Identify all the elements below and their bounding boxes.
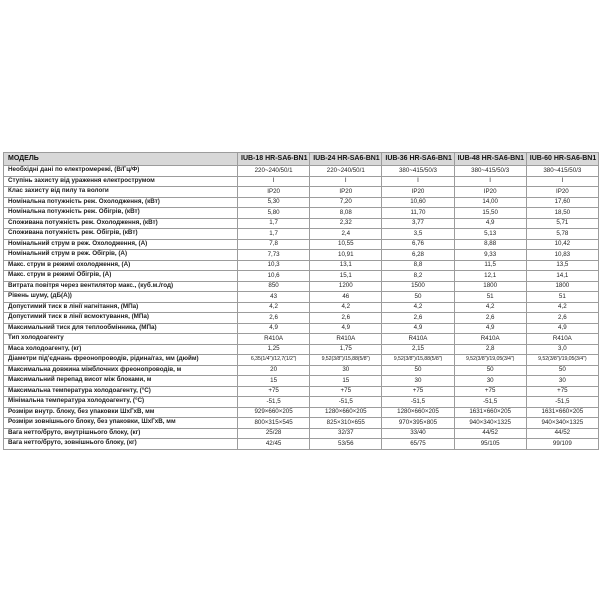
- value-cell: I: [310, 176, 382, 187]
- value-cell: 9,52(3/8")/19,05(3/4"): [454, 355, 526, 366]
- model-column-header: IUB-18 HR-SA6-BN1: [238, 153, 310, 166]
- value-cell: 8,8: [382, 260, 454, 271]
- value-cell: 50: [454, 365, 526, 376]
- value-cell: 3,5: [382, 229, 454, 240]
- model-column-header: IUB-48 HR-SA6-BN1: [454, 153, 526, 166]
- row-label-cell: Допустимий тиск в лінії нагнітання, (МПа): [4, 302, 238, 313]
- value-cell: -51,5: [526, 397, 598, 408]
- spec-row: [4, 355, 599, 366]
- row-label-cell: Номінальна потужність реж. Обігрів, (кВт): [4, 208, 238, 219]
- value-cell: 1631×660×205: [526, 407, 598, 418]
- value-cell: 95/105: [454, 439, 526, 450]
- spec-row: [4, 386, 599, 397]
- table-header-row: [4, 153, 599, 166]
- value-cell: R410A: [526, 334, 598, 345]
- spec-row: [4, 229, 599, 240]
- value-cell: 800×315×545: [238, 418, 310, 429]
- value-cell: -51,5: [238, 397, 310, 408]
- value-cell: I: [526, 176, 598, 187]
- value-cell: 42/45: [238, 439, 310, 450]
- spec-row: [4, 208, 599, 219]
- value-cell: 4,2: [238, 302, 310, 313]
- value-cell: +75: [526, 386, 598, 397]
- value-cell: 7,73: [238, 250, 310, 261]
- row-label-cell: Макс. струм в режимі охолодження, (А): [4, 260, 238, 271]
- value-cell: R410A: [454, 334, 526, 345]
- value-cell: 380~415/50/3: [526, 166, 598, 177]
- spec-row: [4, 281, 599, 292]
- spec-row: [4, 292, 599, 303]
- value-cell: I: [238, 176, 310, 187]
- row-label-cell: Клас захисту від пилу та вологи: [4, 187, 238, 198]
- value-cell: IP20: [238, 187, 310, 198]
- spec-row: [4, 439, 599, 450]
- value-cell: +75: [310, 386, 382, 397]
- value-cell: 5,13: [454, 229, 526, 240]
- value-cell: 65/75: [382, 439, 454, 450]
- value-cell: 50: [382, 292, 454, 303]
- value-cell: 3,0: [526, 344, 598, 355]
- value-cell: R410A: [238, 334, 310, 345]
- value-cell: 50: [382, 365, 454, 376]
- value-cell: 15: [310, 376, 382, 387]
- value-cell: 10,42: [526, 239, 598, 250]
- value-cell: 99/109: [526, 439, 598, 450]
- value-cell: +75: [454, 386, 526, 397]
- value-cell: 10,60: [382, 197, 454, 208]
- value-cell: 43: [238, 292, 310, 303]
- spec-row: [4, 187, 599, 198]
- value-cell: 2,6: [454, 313, 526, 324]
- value-cell: 30: [454, 376, 526, 387]
- value-cell: 11,5: [454, 260, 526, 271]
- value-cell: 4,9: [454, 323, 526, 334]
- value-cell: 10,91: [310, 250, 382, 261]
- value-cell: 10,55: [310, 239, 382, 250]
- value-cell: IP20: [454, 187, 526, 198]
- value-cell: 2,6: [310, 313, 382, 324]
- spec-row: [4, 250, 599, 261]
- value-cell: 8,2: [382, 271, 454, 282]
- value-cell: 4,2: [310, 302, 382, 313]
- value-cell: 970×395×805: [382, 418, 454, 429]
- value-cell: 940×340×1325: [454, 418, 526, 429]
- value-cell: 1631×660×205: [454, 407, 526, 418]
- value-cell: 6,28: [382, 250, 454, 261]
- value-cell: 50: [526, 365, 598, 376]
- row-label-cell: Маса холодоагенту, (кг): [4, 344, 238, 355]
- value-cell: 380~415/50/3: [382, 166, 454, 177]
- value-cell: 5,80: [238, 208, 310, 219]
- value-cell: R410A: [310, 334, 382, 345]
- spec-row: [4, 166, 599, 177]
- row-label-cell: Максимальний тиск для теплообмінника, (МПа): [4, 323, 238, 334]
- value-cell: 2,6: [382, 313, 454, 324]
- value-cell: 15: [238, 376, 310, 387]
- value-cell: 30: [382, 376, 454, 387]
- spec-row: [4, 313, 599, 324]
- row-label-cell: Вага нетто/бруто, зовнішнього блоку, (кг): [4, 439, 238, 450]
- row-label-cell: Макс. струм в режимі Обігрів, (А): [4, 271, 238, 282]
- spec-row: [4, 407, 599, 418]
- spec-row: [4, 271, 599, 282]
- value-cell: 44/52: [454, 428, 526, 439]
- row-label-cell: Максимальний перепад висот між блоками, м: [4, 376, 238, 387]
- value-cell: 7,20: [310, 197, 382, 208]
- value-cell: 46: [310, 292, 382, 303]
- spec-row: [4, 260, 599, 271]
- value-cell: 7,8: [238, 239, 310, 250]
- value-cell: IP20: [526, 187, 598, 198]
- value-cell: 10,3: [238, 260, 310, 271]
- row-label-cell: Витрата повітря через вентилятор макс., (куб.м./год): [4, 281, 238, 292]
- row-label-cell: Номінальна потужність реж. Охолодження, (кВт): [4, 197, 238, 208]
- value-cell: 4,9: [310, 323, 382, 334]
- row-label-cell: Ступінь захисту від ураження електрострумом: [4, 176, 238, 187]
- value-cell: 4,2: [382, 302, 454, 313]
- row-label-cell: Номінальний струм в реж. Обігрів, (А): [4, 250, 238, 261]
- model-column-header: IUB-60 HR-SA6-BN1: [526, 153, 598, 166]
- value-cell: I: [382, 176, 454, 187]
- value-cell: 6,76: [382, 239, 454, 250]
- value-cell: IP20: [310, 187, 382, 198]
- row-label-cell: Розміри внутр. блоку, без упаковки ШхГхВ, мм: [4, 407, 238, 418]
- value-cell: 220~240/50/1: [310, 166, 382, 177]
- value-cell: 9,52(3/8")/19,05(3/4"): [526, 355, 598, 366]
- value-cell: 2,32: [310, 218, 382, 229]
- value-cell: 30: [526, 376, 598, 387]
- row-label-cell: Тип холодоагенту: [4, 334, 238, 345]
- value-cell: 18,50: [526, 208, 598, 219]
- value-cell: 12,1: [454, 271, 526, 282]
- spec-row: [4, 365, 599, 376]
- model-column-header: IUB-24 HR-SA6-BN1: [310, 153, 382, 166]
- value-cell: 14,00: [454, 197, 526, 208]
- value-cell: 14,1: [526, 271, 598, 282]
- value-cell: 32/37: [310, 428, 382, 439]
- value-cell: 8,08: [310, 208, 382, 219]
- value-cell: 4,9: [526, 323, 598, 334]
- row-label-cell: Рівень шуму, (дБ(А)): [4, 292, 238, 303]
- value-cell: 10,83: [526, 250, 598, 261]
- spec-row: [4, 218, 599, 229]
- value-cell: 220~240/50/1: [238, 166, 310, 177]
- spec-row: [4, 197, 599, 208]
- spec-row: [4, 376, 599, 387]
- row-label-cell: Максимальна довжина міжблочних фреонопроводів, м: [4, 365, 238, 376]
- spec-row: [4, 176, 599, 187]
- model-label-header: МОДЕЛЬ: [4, 153, 238, 166]
- value-cell: 825×310×655: [310, 418, 382, 429]
- value-cell: 8,88: [454, 239, 526, 250]
- value-cell: 3,77: [382, 218, 454, 229]
- value-cell: -51,5: [382, 397, 454, 408]
- value-cell: 9,52(3/8")/15,88(5/8"): [310, 355, 382, 366]
- value-cell: 4,9: [238, 323, 310, 334]
- row-label-cell: Розміри зовнішнього блоку, без упаковки, ШхГхВ, мм: [4, 418, 238, 429]
- value-cell: I: [454, 176, 526, 187]
- value-cell: R410A: [382, 334, 454, 345]
- model-column-header: IUB-36 HR-SA6-BN1: [382, 153, 454, 166]
- value-cell: 1800: [526, 281, 598, 292]
- spec-row: [4, 428, 599, 439]
- value-cell: 1500: [382, 281, 454, 292]
- value-cell: 9,33: [454, 250, 526, 261]
- spec-table: [3, 152, 599, 450]
- row-label-cell: Допустимий тиск в лінії всмоктування, (МПа): [4, 313, 238, 324]
- value-cell: 15,50: [454, 208, 526, 219]
- value-cell: 4,9: [382, 323, 454, 334]
- value-cell: 9,52(3/8")/15,88(5/8"): [382, 355, 454, 366]
- value-cell: 1,25: [238, 344, 310, 355]
- value-cell: +75: [382, 386, 454, 397]
- value-cell: 44/52: [526, 428, 598, 439]
- value-cell: 1,75: [310, 344, 382, 355]
- value-cell: 51: [454, 292, 526, 303]
- row-label-cell: Номінальний струм в реж. Охолодження, (А): [4, 239, 238, 250]
- value-cell: 10,6: [238, 271, 310, 282]
- value-cell: 11,70: [382, 208, 454, 219]
- value-cell: 850: [238, 281, 310, 292]
- value-cell: 2,6: [526, 313, 598, 324]
- row-label-cell: Максимальна температура холодоагенту, (°С): [4, 386, 238, 397]
- spec-row: [4, 323, 599, 334]
- value-cell: 940×340×1325: [526, 418, 598, 429]
- value-cell: 1,7: [238, 218, 310, 229]
- spec-row: [4, 334, 599, 345]
- value-cell: 4,9: [454, 218, 526, 229]
- row-label-cell: Мінімальна температура холодоагенту, (°С): [4, 397, 238, 408]
- value-cell: 13,1: [310, 260, 382, 271]
- value-cell: 51: [526, 292, 598, 303]
- value-cell: 1280×660×205: [310, 407, 382, 418]
- spec-row: [4, 344, 599, 355]
- value-cell: 929×660×205: [238, 407, 310, 418]
- value-cell: 2,15: [382, 344, 454, 355]
- value-cell: IP20: [382, 187, 454, 198]
- spec-row: [4, 397, 599, 408]
- spec-row: [4, 239, 599, 250]
- value-cell: 5,71: [526, 218, 598, 229]
- spec-row: [4, 418, 599, 429]
- value-cell: +75: [238, 386, 310, 397]
- value-cell: 17,60: [526, 197, 598, 208]
- value-cell: 5,30: [238, 197, 310, 208]
- value-cell: 380~415/50/3: [454, 166, 526, 177]
- value-cell: 13,5: [526, 260, 598, 271]
- spec-row: [4, 302, 599, 313]
- value-cell: 1200: [310, 281, 382, 292]
- value-cell: 5,78: [526, 229, 598, 240]
- row-label-cell: Діаметри під'єднань фреонопроводів, рідина/газ, мм (дюйм): [4, 355, 238, 366]
- row-label-cell: Необхідні дані по електромережі, (В/Гц/Ф): [4, 166, 238, 177]
- row-label-cell: Споживана потужність реж. Обігрів, (кВт): [4, 229, 238, 240]
- value-cell: 4,2: [526, 302, 598, 313]
- value-cell: 15,1: [310, 271, 382, 282]
- value-cell: 30: [310, 365, 382, 376]
- value-cell: 33/40: [382, 428, 454, 439]
- value-cell: 6,35(1/4")/12,7(1/2"): [238, 355, 310, 366]
- value-cell: 2,4: [310, 229, 382, 240]
- value-cell: -51,5: [454, 397, 526, 408]
- row-label-cell: Вага нетто/бруто, внутрішнього блоку, (кг): [4, 428, 238, 439]
- value-cell: 53/56: [310, 439, 382, 450]
- row-label-cell: Споживана потужність реж. Охолодження, (кВт): [4, 218, 238, 229]
- value-cell: -51,5: [310, 397, 382, 408]
- value-cell: 1800: [454, 281, 526, 292]
- value-cell: 1,7: [238, 229, 310, 240]
- value-cell: 1280×660×205: [382, 407, 454, 418]
- value-cell: 2,8: [454, 344, 526, 355]
- value-cell: 2,6: [238, 313, 310, 324]
- value-cell: 25/28: [238, 428, 310, 439]
- value-cell: 4,2: [454, 302, 526, 313]
- value-cell: 20: [238, 365, 310, 376]
